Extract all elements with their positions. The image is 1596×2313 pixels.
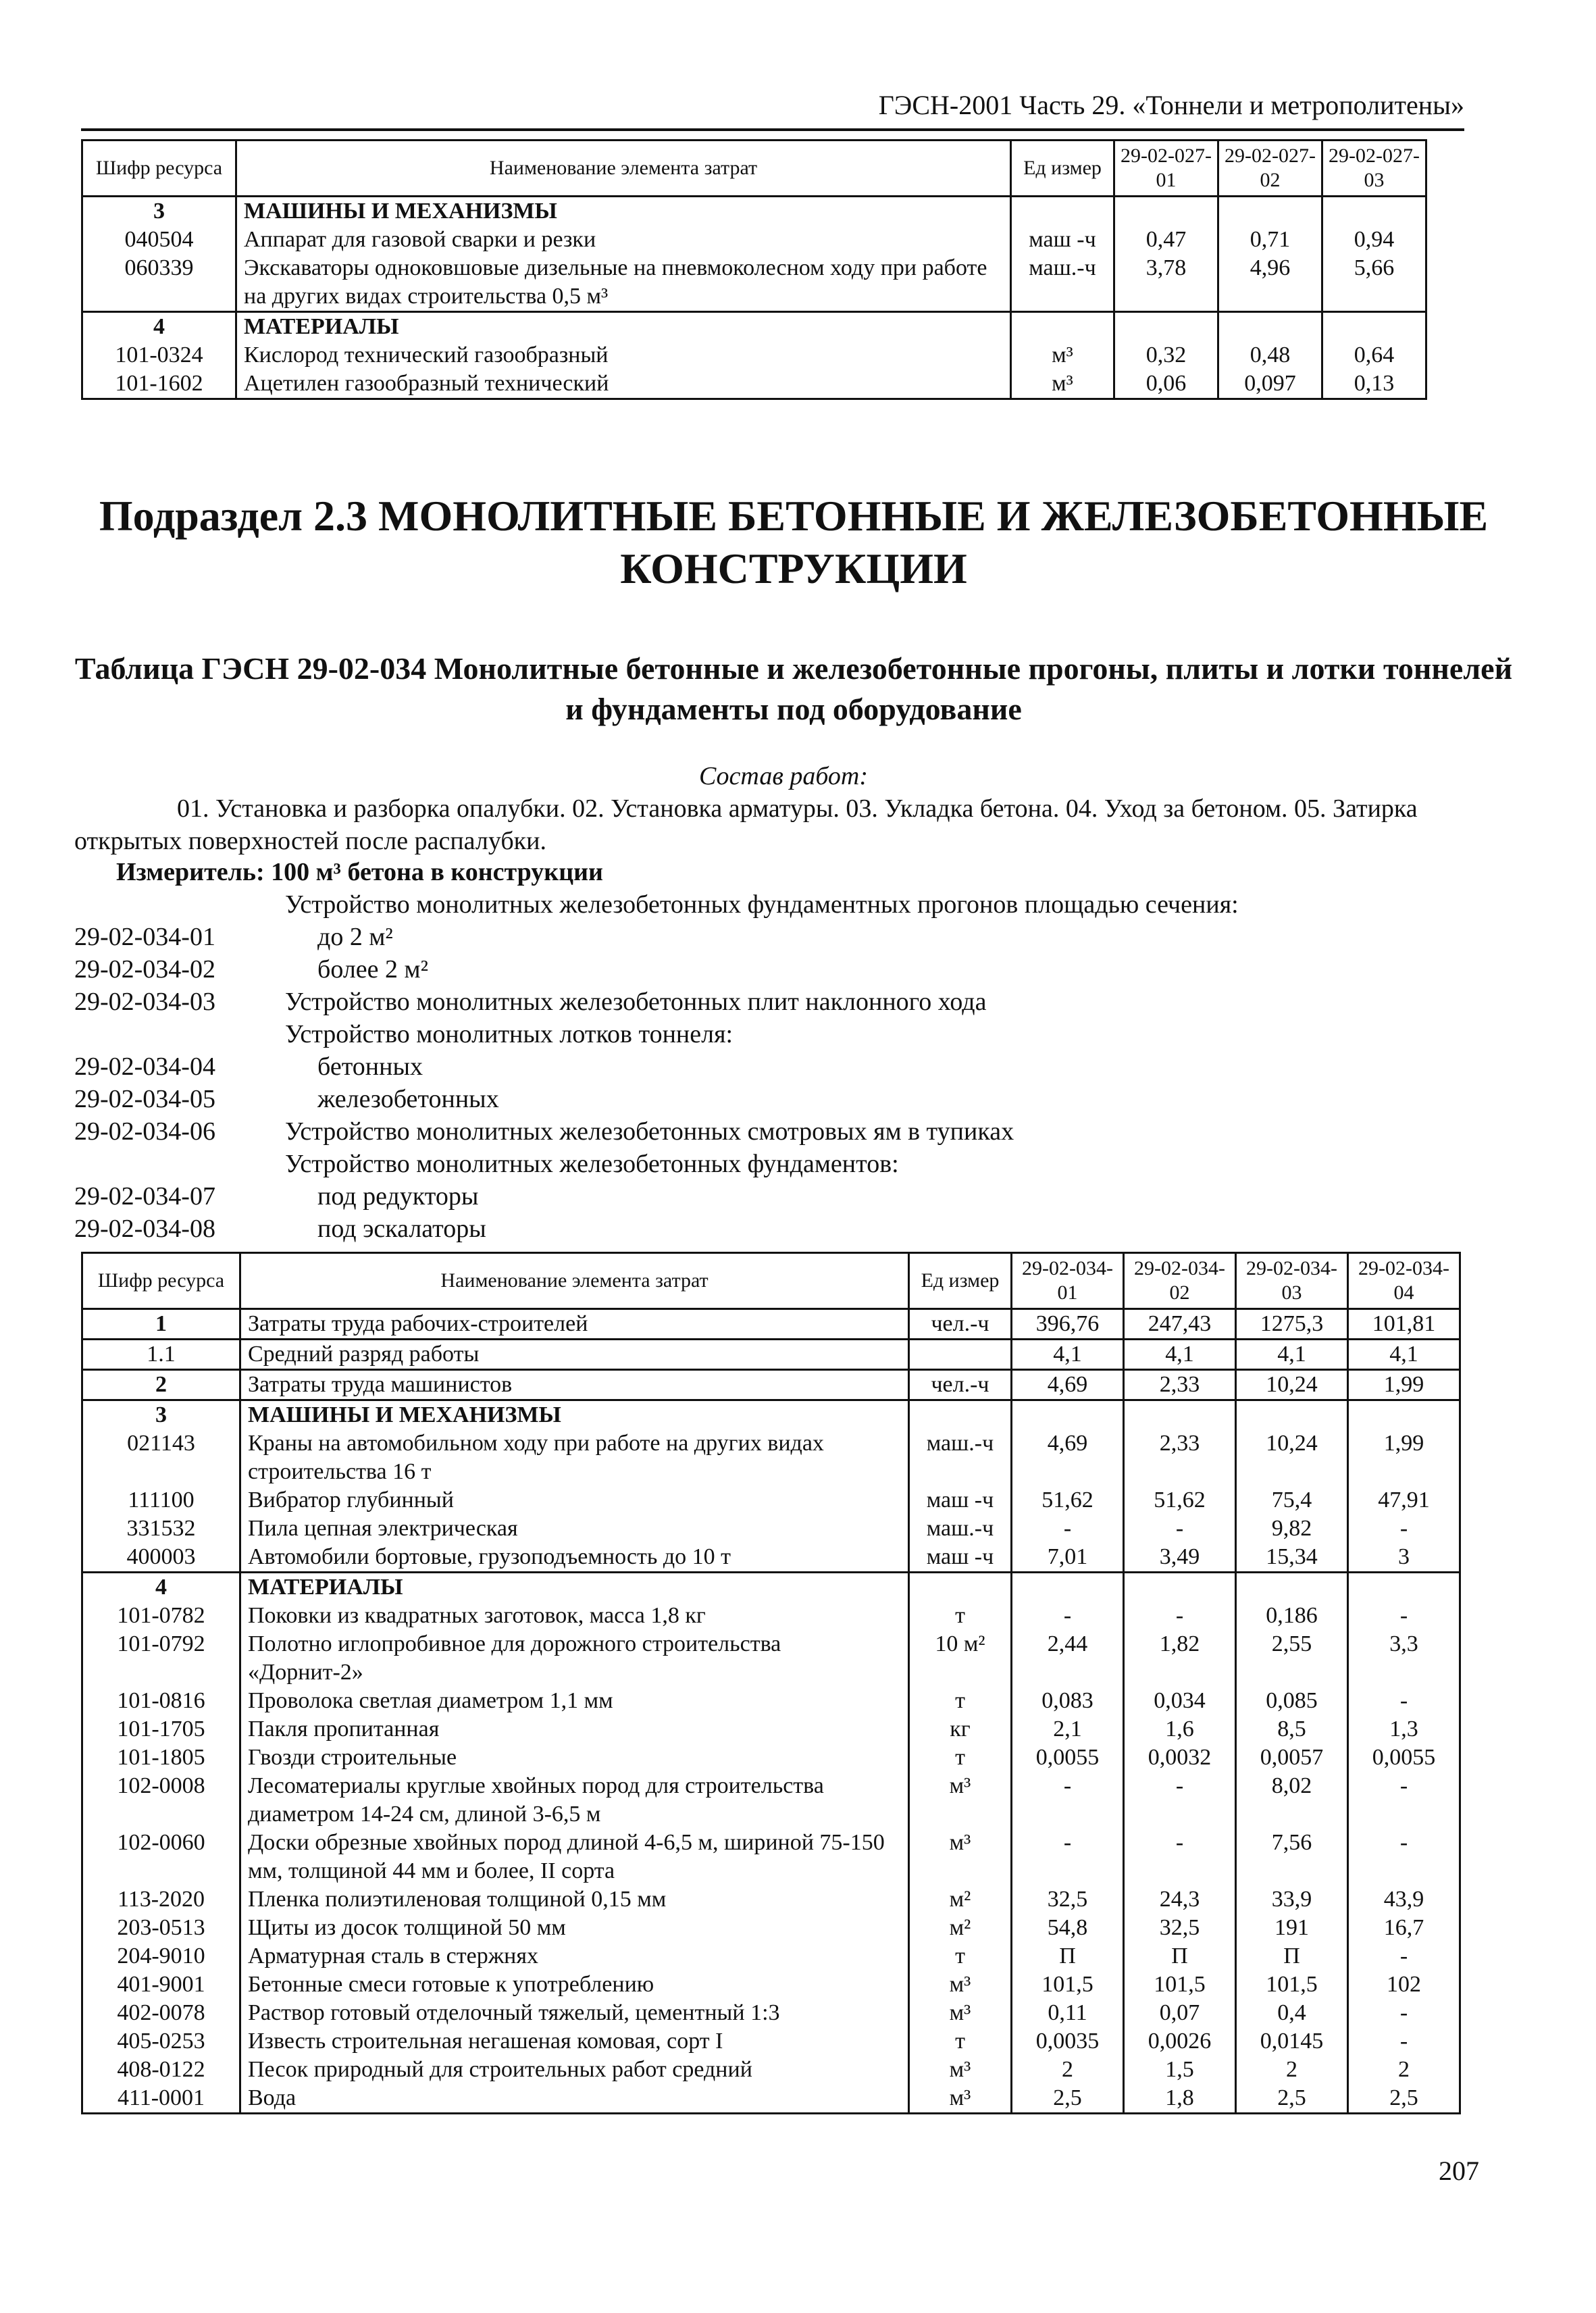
value-cell: 0,13 bbox=[1322, 370, 1426, 399]
value-cell: 3,3 bbox=[1348, 1630, 1460, 1687]
table-row bbox=[82, 341, 1426, 370]
resource-name: МАТЕРИАЛЫ bbox=[236, 312, 1011, 342]
value-cell: 24,3 bbox=[1124, 1885, 1236, 1914]
norm-code: 29-02-034-06 bbox=[74, 1117, 215, 1146]
norm-description: до 2 м² bbox=[317, 923, 393, 951]
value-cell: 2,5 bbox=[1348, 2084, 1460, 2114]
resource-name: Доски обрезные хвойных пород длиной 4-6,5 м, шириной 75-150 мм, толщиной 44 мм и более, II сорта bbox=[240, 1829, 909, 1885]
value-cell: - bbox=[1124, 1772, 1236, 1829]
resource-code: 3 bbox=[82, 1400, 240, 1430]
value-cell: 101,5 bbox=[1124, 1971, 1236, 1999]
resource-name: Средний разряд работы bbox=[240, 1340, 909, 1370]
unit-cell: т bbox=[909, 1744, 1012, 1772]
value-cell: 0,47 bbox=[1114, 226, 1218, 254]
value-cell: 43,9 bbox=[1348, 1885, 1460, 1914]
norm-code-item bbox=[74, 888, 1493, 921]
unit-cell: кг bbox=[909, 1715, 1012, 1744]
value-cell: 0,94 bbox=[1322, 226, 1426, 254]
table-row bbox=[82, 1543, 1460, 1573]
page-number: 207 bbox=[1439, 2156, 1479, 2186]
measurement-text: Измеритель: 100 м³ бетона в конструкции bbox=[116, 858, 603, 886]
value-cell: 3,49 bbox=[1124, 1543, 1236, 1573]
value-cell: - bbox=[1348, 1515, 1460, 1543]
unit-cell bbox=[1011, 312, 1114, 342]
value-cell: 9,82 bbox=[1236, 1515, 1348, 1543]
value-cell: 0,0026 bbox=[1124, 2027, 1236, 2056]
norm-code-item bbox=[74, 1180, 1493, 1213]
value-cell: 2 bbox=[1236, 2056, 1348, 2084]
column-header: 29-02-034-01 bbox=[1012, 1253, 1124, 1309]
value-cell bbox=[1322, 312, 1426, 342]
value-cell bbox=[1236, 1400, 1348, 1430]
value-cell bbox=[1348, 1573, 1460, 1602]
value-cell: 16,7 bbox=[1348, 1914, 1460, 1942]
table-row bbox=[82, 1885, 1460, 1914]
norm-code: 29-02-034-05 bbox=[74, 1085, 215, 1113]
unit-cell bbox=[909, 1400, 1012, 1430]
value-cell: - bbox=[1348, 1687, 1460, 1715]
table-row bbox=[82, 1744, 1460, 1772]
value-cell: 75,4 bbox=[1236, 1486, 1348, 1515]
resource-code: 4 bbox=[82, 1573, 240, 1602]
norm-code-item bbox=[74, 921, 1493, 953]
value-cell: П bbox=[1124, 1942, 1236, 1971]
norm-description: Устройство монолитных железобетонных фундаментных прогонов площадью сечения: bbox=[285, 890, 1239, 919]
resource-code: 401-9001 bbox=[82, 1971, 240, 1999]
resource-name: Щиты из досок толщиной 50 мм bbox=[240, 1914, 909, 1942]
resource-code: 331532 bbox=[82, 1515, 240, 1543]
value-cell bbox=[1012, 1573, 1124, 1602]
table-row bbox=[82, 1429, 1460, 1486]
work-composition-caption: Состав работ: bbox=[698, 762, 869, 790]
value-cell: 3,78 bbox=[1114, 254, 1218, 312]
resource-code: 4 bbox=[82, 312, 236, 342]
resource-name: Лесоматериалы круглые хвойных пород для строительства диаметром 14-24 см, длиной 3-6,5 м bbox=[240, 1772, 909, 1829]
unit-cell: м³ bbox=[909, 2056, 1012, 2084]
resource-code: 411-0001 bbox=[82, 2084, 240, 2114]
unit-cell: м² bbox=[909, 1914, 1012, 1942]
value-cell bbox=[1236, 1573, 1348, 1602]
value-cell: 1,99 bbox=[1348, 1429, 1460, 1486]
resource-code: 101-1602 bbox=[82, 370, 236, 399]
value-cell: 1,8 bbox=[1124, 2084, 1236, 2114]
value-cell: 1,99 bbox=[1348, 1370, 1460, 1400]
column-header: Наименование элемента затрат bbox=[240, 1253, 909, 1309]
table-row bbox=[82, 1942, 1460, 1971]
table-row bbox=[82, 1370, 1460, 1400]
norm-code-item bbox=[74, 1148, 1493, 1180]
resource-name: Проволока светлая диаметром 1,1 мм bbox=[240, 1687, 909, 1715]
table-row bbox=[82, 254, 1426, 312]
unit-cell: т bbox=[909, 1602, 1012, 1630]
norm-code-item bbox=[74, 986, 1493, 1018]
value-cell: 1,82 bbox=[1124, 1630, 1236, 1687]
value-cell: - bbox=[1348, 2027, 1460, 2056]
value-cell: 0,0145 bbox=[1236, 2027, 1348, 2056]
resource-name: Поковки из квадратных заготовок, масса 1,8 кг bbox=[240, 1602, 909, 1630]
resource-name: Пила цепная электрическая bbox=[240, 1515, 909, 1543]
value-cell: 2,33 bbox=[1124, 1429, 1236, 1486]
unit-cell: маш.-ч bbox=[909, 1429, 1012, 1486]
value-cell: 7,01 bbox=[1012, 1543, 1124, 1573]
resource-code: 203-0513 bbox=[82, 1914, 240, 1942]
value-cell: 3 bbox=[1348, 1543, 1460, 1573]
value-cell: 0,034 bbox=[1124, 1687, 1236, 1715]
resource-table-027 bbox=[81, 139, 1427, 400]
section-row bbox=[82, 1573, 1460, 1602]
value-cell bbox=[1114, 197, 1218, 226]
value-cell bbox=[1218, 197, 1322, 226]
value-cell: 2,1 bbox=[1012, 1715, 1124, 1744]
unit-cell bbox=[909, 1573, 1012, 1602]
section-row bbox=[82, 1400, 1460, 1430]
resource-code: 101-0324 bbox=[82, 341, 236, 370]
norm-code-item bbox=[74, 1018, 1493, 1050]
norm-code: 29-02-034-03 bbox=[74, 988, 215, 1016]
resource-name: МАШИНЫ И МЕХАНИЗМЫ bbox=[240, 1400, 909, 1430]
value-cell bbox=[1348, 1400, 1460, 1430]
value-cell: 2,44 bbox=[1012, 1630, 1124, 1687]
resource-name: Арматурная сталь в стержнях bbox=[240, 1942, 909, 1971]
norm-description: под эскалаторы bbox=[317, 1215, 486, 1243]
value-cell: 4,69 bbox=[1012, 1429, 1124, 1486]
resource-code: 101-1705 bbox=[82, 1715, 240, 1744]
unit-cell: чел.-ч bbox=[909, 1309, 1012, 1340]
value-cell: 8,5 bbox=[1236, 1715, 1348, 1744]
resource-name: Бетонные смеси готовые к употреблению bbox=[240, 1971, 909, 1999]
resource-code: 408-0122 bbox=[82, 2056, 240, 2084]
norm-description: железобетонных bbox=[317, 1085, 499, 1113]
resource-code: 2 bbox=[82, 1370, 240, 1400]
value-cell: 0,083 bbox=[1012, 1687, 1124, 1715]
resource-name: Вибратор глубинный bbox=[240, 1486, 909, 1515]
value-cell: - bbox=[1348, 1772, 1460, 1829]
value-cell: 4,96 bbox=[1218, 254, 1322, 312]
norm-description: Устройство монолитных железобетонных плит наклонного хода bbox=[285, 988, 987, 1016]
value-cell: 10,24 bbox=[1236, 1429, 1348, 1486]
value-cell: 102 bbox=[1348, 1971, 1460, 1999]
table-row bbox=[82, 226, 1426, 254]
value-cell bbox=[1012, 1400, 1124, 1430]
value-cell: 2,5 bbox=[1236, 2084, 1348, 2114]
resource-name: Раствор готовый отделочный тяжелый, цементный 1:3 bbox=[240, 1999, 909, 2027]
value-cell: 5,66 bbox=[1322, 254, 1426, 312]
value-cell: 0,085 bbox=[1236, 1687, 1348, 1715]
resource-code: 101-0782 bbox=[82, 1602, 240, 1630]
unit-cell bbox=[1011, 197, 1114, 226]
norm-description: бетонных bbox=[317, 1052, 423, 1081]
norm-code-item bbox=[74, 1115, 1493, 1148]
value-cell: 0,11 bbox=[1012, 1999, 1124, 2027]
value-cell: - bbox=[1348, 1829, 1460, 1885]
table-row bbox=[82, 2027, 1460, 2056]
value-cell: 101,81 bbox=[1348, 1309, 1460, 1340]
unit-cell: м³ bbox=[909, 1971, 1012, 1999]
value-cell: 101,5 bbox=[1236, 1971, 1348, 1999]
value-cell: - bbox=[1012, 1602, 1124, 1630]
resource-name: Аппарат для газовой сварки и резки bbox=[236, 226, 1011, 254]
resource-code: 1.1 bbox=[82, 1340, 240, 1370]
unit-cell: т bbox=[909, 1687, 1012, 1715]
table-row bbox=[82, 1715, 1460, 1744]
norm-code-item bbox=[74, 1050, 1493, 1083]
value-cell: 1275,3 bbox=[1236, 1309, 1348, 1340]
norm-code bbox=[74, 1148, 285, 1180]
unit-cell: маш -ч bbox=[909, 1543, 1012, 1573]
unit-cell: 10 м² bbox=[909, 1630, 1012, 1687]
resource-name: Автомобили бортовые, грузоподъемность до 10 т bbox=[240, 1543, 909, 1573]
column-header: Шифр ресурса bbox=[82, 141, 236, 197]
column-header: 29-02-027-02 bbox=[1218, 141, 1322, 197]
resource-name: МАШИНЫ И МЕХАНИЗМЫ bbox=[236, 197, 1011, 226]
resource-name: Песок природный для строительных работ средний bbox=[240, 2056, 909, 2084]
resource-name: Пакля пропитанная bbox=[240, 1715, 909, 1744]
value-cell: 10,24 bbox=[1236, 1370, 1348, 1400]
table-row bbox=[82, 1486, 1460, 1515]
table-row bbox=[82, 1515, 1460, 1543]
value-cell: 32,5 bbox=[1012, 1885, 1124, 1914]
norm-code: 29-02-034-02 bbox=[74, 955, 215, 984]
norm-code bbox=[74, 888, 285, 921]
value-cell: 0,0032 bbox=[1124, 1744, 1236, 1772]
value-cell: 47,91 bbox=[1348, 1486, 1460, 1515]
table-row bbox=[82, 370, 1426, 399]
unit-cell: маш.-ч bbox=[1011, 254, 1114, 312]
resource-code: 3 bbox=[82, 197, 236, 226]
value-cell: 2,5 bbox=[1012, 2084, 1124, 2114]
section-row bbox=[82, 312, 1426, 342]
work-composition-text: 01. Установка и разборка опалубки. 02. Установка арматуры. 03. Укладка бетона. 04. Уход за бетоном. 05. Затирка открытых поверхностей после распалубки. bbox=[74, 794, 1418, 855]
value-cell: 2 bbox=[1348, 2056, 1460, 2084]
resource-code: 102-0008 bbox=[82, 1772, 240, 1829]
value-cell: 0,0057 bbox=[1236, 1744, 1348, 1772]
value-cell: 2 bbox=[1012, 2056, 1124, 2084]
value-cell: - bbox=[1012, 1772, 1124, 1829]
resource-code: 021143 bbox=[82, 1429, 240, 1486]
resource-name: Гвозди строительные bbox=[240, 1744, 909, 1772]
resource-code: 101-0792 bbox=[82, 1630, 240, 1687]
value-cell: 15,34 bbox=[1236, 1543, 1348, 1573]
value-cell: 4,1 bbox=[1124, 1340, 1236, 1370]
resource-table-034 bbox=[81, 1252, 1461, 2114]
value-cell: 0,097 bbox=[1218, 370, 1322, 399]
value-cell: 2,33 bbox=[1124, 1370, 1236, 1400]
column-header: Наименование элемента затрат bbox=[236, 141, 1011, 197]
norm-description: Устройство монолитных железобетонных фундаментов: bbox=[285, 1150, 899, 1178]
column-header: Шифр ресурса bbox=[82, 1253, 240, 1309]
value-cell: 0,06 bbox=[1114, 370, 1218, 399]
column-header: 29-02-034-04 bbox=[1348, 1253, 1460, 1309]
value-cell: - bbox=[1124, 1602, 1236, 1630]
subsection-title: Подраздел 2.3 МОНОЛИТНЫЕ БЕТОННЫЕ И ЖЕЛЕЗОБЕТОННЫЕ КОНСТРУКЦИИ bbox=[99, 492, 1489, 592]
unit-cell bbox=[909, 1340, 1012, 1370]
value-cell: - bbox=[1012, 1515, 1124, 1543]
resource-code: 101-1805 bbox=[82, 1744, 240, 1772]
norm-code: 29-02-034-04 bbox=[74, 1052, 215, 1081]
table-row bbox=[82, 1602, 1460, 1630]
value-cell: - bbox=[1348, 1602, 1460, 1630]
running-header bbox=[81, 86, 1464, 131]
unit-cell: м³ bbox=[909, 1999, 1012, 2027]
resource-code: 1 bbox=[82, 1309, 240, 1340]
value-cell: 0,0055 bbox=[1348, 1744, 1460, 1772]
resource-name: Кислород технический газообразный bbox=[236, 341, 1011, 370]
value-cell: 0,0035 bbox=[1012, 2027, 1124, 2056]
norm-code: 29-02-034-01 bbox=[74, 923, 215, 951]
column-header: 29-02-027-01 bbox=[1114, 141, 1218, 197]
resource-code: 102-0060 bbox=[82, 1829, 240, 1885]
unit-cell: м² bbox=[909, 1885, 1012, 1914]
resource-name: МАТЕРИАЛЫ bbox=[240, 1573, 909, 1602]
norm-codes-list bbox=[74, 888, 1493, 1245]
value-cell: 0,48 bbox=[1218, 341, 1322, 370]
table-row bbox=[82, 1914, 1460, 1942]
resource-code: 405-0253 bbox=[82, 2027, 240, 2056]
unit-cell: м³ bbox=[909, 2084, 1012, 2114]
running-title: ГЭСН-2001 Часть 29. «Тоннели и метрополитены» bbox=[878, 90, 1464, 120]
value-cell: 0,0055 bbox=[1012, 1744, 1124, 1772]
value-cell: 4,1 bbox=[1348, 1340, 1460, 1370]
table-row bbox=[82, 1999, 1460, 2027]
norm-code: 29-02-034-08 bbox=[74, 1215, 215, 1243]
resource-name: Известь строительная негашеная комовая, сорт I bbox=[240, 2027, 909, 2056]
table-row bbox=[82, 1772, 1460, 1829]
column-header: 29-02-027-03 bbox=[1322, 141, 1426, 197]
resource-name: Пленка полиэтиленовая толщиной 0,15 мм bbox=[240, 1885, 909, 1914]
norm-code: 29-02-034-07 bbox=[74, 1182, 215, 1211]
norm-code-item bbox=[74, 1213, 1493, 1245]
resource-name: Затраты труда машинистов bbox=[240, 1370, 909, 1400]
resource-name: Экскаваторы одноковшовые дизельные на пневмоколесном ходу при работе на других видах строительства 0,5 м³ bbox=[236, 254, 1011, 312]
value-cell: 247,43 bbox=[1124, 1309, 1236, 1340]
value-cell: - bbox=[1012, 1829, 1124, 1885]
resource-code: 111100 bbox=[82, 1486, 240, 1515]
resource-code: 101-0816 bbox=[82, 1687, 240, 1715]
resource-code: 060339 bbox=[82, 254, 236, 312]
unit-cell: т bbox=[909, 1942, 1012, 1971]
norm-code bbox=[74, 1018, 285, 1050]
unit-cell: м³ bbox=[909, 1829, 1012, 1885]
column-header: 29-02-034-02 bbox=[1124, 1253, 1236, 1309]
table-header-row bbox=[82, 141, 1426, 197]
column-header: 29-02-034-03 bbox=[1236, 1253, 1348, 1309]
resource-code: 400003 bbox=[82, 1543, 240, 1573]
value-cell: - bbox=[1348, 1942, 1460, 1971]
value-cell: П bbox=[1012, 1942, 1124, 1971]
value-cell: 32,5 bbox=[1124, 1914, 1236, 1942]
value-cell: 396,76 bbox=[1012, 1309, 1124, 1340]
value-cell: 0,71 bbox=[1218, 226, 1322, 254]
norm-description: более 2 м² bbox=[317, 955, 428, 984]
norm-description: Устройство монолитных железобетонных смотровых ям в тупиках bbox=[285, 1117, 1014, 1146]
norm-code-item bbox=[74, 1083, 1493, 1115]
unit-cell: маш.-ч bbox=[909, 1515, 1012, 1543]
value-cell: 8,02 bbox=[1236, 1772, 1348, 1829]
resource-name: Ацетилен газообразный технический bbox=[236, 370, 1011, 399]
value-cell bbox=[1322, 197, 1426, 226]
table-row bbox=[82, 1630, 1460, 1687]
table-row bbox=[82, 1340, 1460, 1370]
table-row bbox=[82, 1687, 1460, 1715]
norm-description: под редукторы bbox=[317, 1182, 479, 1211]
value-cell bbox=[1124, 1573, 1236, 1602]
resource-name: Полотно иглопробивное для дорожного строительства «Дорнит-2» bbox=[240, 1630, 909, 1687]
value-cell: П bbox=[1236, 1942, 1348, 1971]
table-row bbox=[82, 2084, 1460, 2114]
value-cell: 0,64 bbox=[1322, 341, 1426, 370]
unit-cell: маш -ч bbox=[1011, 226, 1114, 254]
value-cell: 4,69 bbox=[1012, 1370, 1124, 1400]
value-cell bbox=[1114, 312, 1218, 342]
table-row bbox=[82, 1971, 1460, 1999]
unit-cell: чел.-ч bbox=[909, 1370, 1012, 1400]
resource-name: Краны на автомобильном ходу при работе на других видах строительства 16 т bbox=[240, 1429, 909, 1486]
measurement-unit bbox=[116, 856, 603, 888]
resource-name: Затраты труда рабочих-строителей bbox=[240, 1309, 909, 1340]
value-cell: 51,62 bbox=[1124, 1486, 1236, 1515]
unit-cell: м³ bbox=[1011, 341, 1114, 370]
value-cell: - bbox=[1348, 1999, 1460, 2027]
value-cell: 2,55 bbox=[1236, 1630, 1348, 1687]
unit-cell: маш -ч bbox=[909, 1486, 1012, 1515]
value-cell: 0,4 bbox=[1236, 1999, 1348, 2027]
norm-code-item bbox=[74, 953, 1493, 986]
resource-name: Вода bbox=[240, 2084, 909, 2114]
unit-cell: т bbox=[909, 2027, 1012, 2056]
value-cell: 7,56 bbox=[1236, 1829, 1348, 1885]
resource-code: 113-2020 bbox=[82, 1885, 240, 1914]
table-row bbox=[82, 2056, 1460, 2084]
table-title: Таблица ГЭСН 29-02-034 Монолитные бетонные и железобетонные прогоны, плиты и лотки тоннелей и фундаменты под оборудование bbox=[74, 651, 1513, 726]
value-cell: 1,3 bbox=[1348, 1715, 1460, 1744]
value-cell: 0,186 bbox=[1236, 1602, 1348, 1630]
value-cell: 54,8 bbox=[1012, 1914, 1124, 1942]
value-cell bbox=[1218, 312, 1322, 342]
unit-cell: м³ bbox=[1011, 370, 1114, 399]
value-cell: 1,5 bbox=[1124, 2056, 1236, 2084]
table-row bbox=[82, 1829, 1460, 1885]
norm-description: Устройство монолитных лотков тоннеля: bbox=[285, 1020, 733, 1048]
column-header: Ед измер bbox=[1011, 141, 1114, 197]
value-cell: - bbox=[1124, 1515, 1236, 1543]
value-cell: 4,1 bbox=[1236, 1340, 1348, 1370]
unit-cell: м³ bbox=[909, 1772, 1012, 1829]
value-cell: 51,62 bbox=[1012, 1486, 1124, 1515]
value-cell: 1,6 bbox=[1124, 1715, 1236, 1744]
value-cell: 33,9 bbox=[1236, 1885, 1348, 1914]
value-cell bbox=[1124, 1400, 1236, 1430]
resource-code: 040504 bbox=[82, 226, 236, 254]
value-cell: 0,32 bbox=[1114, 341, 1218, 370]
value-cell: 0,07 bbox=[1124, 1999, 1236, 2027]
table-header-row bbox=[82, 1253, 1460, 1309]
section-row bbox=[82, 197, 1426, 226]
value-cell: 101,5 bbox=[1012, 1971, 1124, 1999]
resource-code: 402-0078 bbox=[82, 1999, 240, 2027]
value-cell: 4,1 bbox=[1012, 1340, 1124, 1370]
value-cell: 191 bbox=[1236, 1914, 1348, 1942]
value-cell: - bbox=[1124, 1829, 1236, 1885]
table-row bbox=[82, 1309, 1460, 1340]
resource-code: 204-9010 bbox=[82, 1942, 240, 1971]
work-composition bbox=[74, 760, 1493, 857]
column-header: Ед измер bbox=[909, 1253, 1012, 1309]
